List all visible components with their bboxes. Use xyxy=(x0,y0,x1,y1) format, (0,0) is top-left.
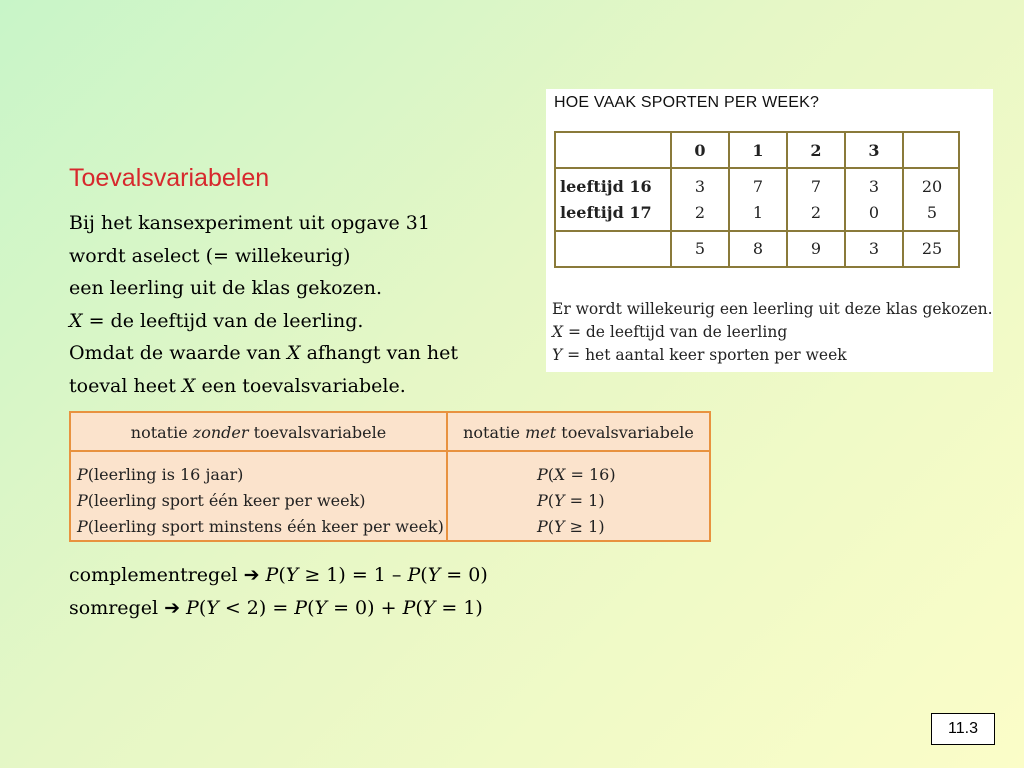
intro-line-6-a: toeval heet xyxy=(69,374,182,397)
notation-right-3: P(Y ≥ 1) xyxy=(537,517,605,536)
intro-line-3: een leerling uit de klas gekozen. xyxy=(69,277,383,300)
complement-label: complementregel xyxy=(69,564,244,586)
var-y: Y xyxy=(422,597,436,619)
notation-left-2 xyxy=(77,488,444,514)
intro-line-5-b: afhangt van het xyxy=(300,342,459,365)
formula-part: ≥ 1) = 1 – xyxy=(298,564,408,586)
var-y: Y xyxy=(554,517,565,536)
row-label-16: leeftijd 16 xyxy=(560,177,652,196)
header-text: notatie xyxy=(130,423,193,442)
var-p: P xyxy=(407,564,421,586)
intro-line-2: wordt aselect (= willekeurig) xyxy=(69,244,351,267)
sport-figure-title: HOE VAAK SPORTEN PER WEEK? xyxy=(554,94,820,111)
var-y: Y xyxy=(285,564,299,586)
sport-note-2-text: = de leeftijd van de leerling xyxy=(563,323,788,341)
header-cell: 1 xyxy=(752,141,764,160)
var-y: Y xyxy=(427,564,441,586)
table-divider xyxy=(556,230,958,232)
header-emphasis: met xyxy=(525,423,557,442)
var-y: Y xyxy=(206,597,219,619)
total-cell: 5 xyxy=(694,239,706,258)
total-cell: 3 xyxy=(868,239,880,258)
notation-right-2: P(Y = 1) xyxy=(537,491,605,510)
slide-number: 11.3 xyxy=(931,713,995,745)
notation-divider xyxy=(71,450,709,452)
sport-note-1: Er wordt willekeurig een leerling uit deze klas gekozen. xyxy=(552,300,993,318)
var-p: P xyxy=(77,465,88,484)
table-cell: 2 xyxy=(810,203,822,222)
table-cell: 3 xyxy=(694,177,706,196)
var-y: Y xyxy=(554,491,565,510)
slide-title: Toevalsvariabelen xyxy=(69,164,270,192)
sport-table xyxy=(554,131,960,268)
sport-note-3-text: = het aantal keer sporten per week xyxy=(562,346,847,364)
probability-rules xyxy=(69,559,488,625)
sport-note-2 xyxy=(552,321,993,344)
arrow-icon: ➔ xyxy=(164,597,180,619)
sport-note-3 xyxy=(552,344,993,367)
notation-right-2-text: = 1) xyxy=(564,491,605,510)
sport-notes xyxy=(552,298,993,367)
header-cell: 2 xyxy=(810,141,822,160)
table-cell: 7 xyxy=(810,177,822,196)
notation-column-without xyxy=(77,462,444,540)
var-p: P xyxy=(537,491,548,510)
header-text: notatie xyxy=(463,423,526,442)
intro-line-4-text: = de leeftijd van de leerling. xyxy=(82,309,364,332)
notation-table xyxy=(69,411,711,542)
var-p: P xyxy=(77,491,88,510)
complement-rule: complementregel ➔ P(Y ≥ 1) = 1 – P(Y = 0) xyxy=(69,564,488,586)
var-p: P xyxy=(186,597,199,619)
intro-line-5-a: Omdat de waarde van xyxy=(69,342,287,365)
var-y: Y xyxy=(314,597,328,619)
var-x: X xyxy=(552,323,564,341)
arrow-icon: ➔ xyxy=(243,564,260,586)
notation-left-2-text: (leerling sport één keer per week) xyxy=(87,491,366,510)
header-emphasis: zonder xyxy=(192,423,249,442)
intro-text xyxy=(69,207,458,403)
var-x: X xyxy=(69,309,83,332)
total-cell: 8 xyxy=(752,239,764,258)
notation-left-3-text: (leerling sport minstens één keer per week) xyxy=(87,517,444,536)
notation-column-with xyxy=(537,462,616,540)
formula-part: ( xyxy=(278,564,286,586)
intro-line-6-b: een toevalsvariabele. xyxy=(195,374,406,397)
var-x: X xyxy=(554,465,566,484)
table-cell: 2 xyxy=(694,203,706,222)
table-cell: 5 xyxy=(926,203,938,222)
intro-line-4 xyxy=(69,305,458,338)
header-cell: 3 xyxy=(868,141,880,160)
table-cell: 3 xyxy=(868,177,880,196)
var-x: X xyxy=(287,342,301,365)
total-cell: 25 xyxy=(921,239,943,258)
sport-frequency-figure xyxy=(546,89,993,372)
sum-rule: somregel ➔ P(Y < 2) = P(Y = 0) + P(Y = 1) xyxy=(69,597,483,619)
var-p: P xyxy=(77,517,88,536)
table-cell: 1 xyxy=(752,203,764,222)
notation-right-1: P(X = 16) xyxy=(537,465,616,484)
var-p: P xyxy=(294,597,308,619)
var-p: P xyxy=(265,564,279,586)
var-p: P xyxy=(537,465,548,484)
intro-line-5 xyxy=(69,337,458,370)
header-text: toevalsvariabele xyxy=(248,423,387,442)
notation-left-1 xyxy=(77,462,444,488)
table-divider xyxy=(556,167,958,169)
sum-label: somregel xyxy=(69,597,165,619)
notation-header-with xyxy=(448,423,709,442)
formula-part: < 2) = xyxy=(218,597,295,619)
notation-right-1-text: = 16) xyxy=(565,465,616,484)
header-text: toevalsvariabele xyxy=(556,423,694,442)
notation-header-without xyxy=(71,423,446,442)
header-cell: 0 xyxy=(694,141,706,160)
row-label-17: leeftijd 17 xyxy=(560,203,652,222)
var-x: X xyxy=(181,374,196,397)
formula-part: = 0) + xyxy=(327,597,403,619)
table-cell: 20 xyxy=(921,177,943,196)
total-cell: 9 xyxy=(810,239,822,258)
formula-part: = 1) xyxy=(435,597,483,619)
table-cell: 7 xyxy=(752,177,764,196)
intro-line-6 xyxy=(69,370,458,403)
var-p: P xyxy=(402,597,416,619)
var-p: P xyxy=(537,517,548,536)
table-cell: 0 xyxy=(868,203,880,222)
notation-left-1-text: (leerling is 16 jaar) xyxy=(87,465,244,484)
formula-part: = 0) xyxy=(440,564,488,586)
intro-line-1: Bij het kansexperiment uit opgave 31 xyxy=(69,212,430,234)
notation-right-3-text: ≥ 1) xyxy=(564,517,605,536)
var-y: Y xyxy=(552,346,563,364)
notation-left-3 xyxy=(77,514,444,540)
